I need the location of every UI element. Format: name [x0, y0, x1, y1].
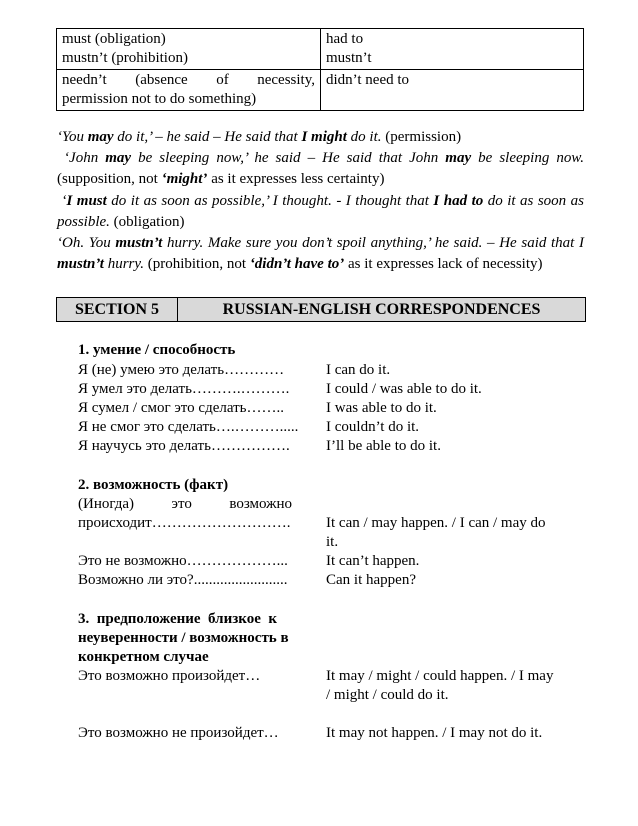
group2-heading: 2. возможность (факт) [78, 477, 229, 493]
group3-heading: 3. предположение близкое к [78, 611, 278, 627]
example-4: ‘Oh. You mustn’t hurry. Make sure you don’t spoil anything,’ he said. – He said that I mustn’t hurry. (prohibition, not ‘didn’t have to’ as it expresses lack of necessity) [57, 235, 584, 273]
table-row [57, 29, 584, 70]
table-cell [321, 70, 584, 111]
en-text: It may not happen. / I may not do it. [326, 725, 543, 741]
en-text: / might / could do it. [326, 687, 449, 703]
en-text: It can’t happen. [326, 553, 420, 569]
ru-text: Я научусь это делать……………. [78, 438, 290, 454]
ru-text: Это возможно произойдет… [78, 668, 261, 684]
table-row [57, 70, 584, 111]
en-text: I can do it. [326, 362, 391, 378]
section-title: RUSSIAN-ENGLISH CORRESPONDENCES [222, 301, 541, 318]
en-text: I couldn’t do it. [326, 419, 420, 435]
en-text: it. [326, 534, 339, 550]
cell-line: needn’t (absence of necessity, [62, 72, 315, 88]
ru-text: Возможно ли это?......................... [78, 572, 288, 588]
en-text: I was able to do it. [326, 400, 437, 416]
cell-line: must (obligation) [62, 31, 166, 47]
table-cell [57, 70, 321, 111]
en-text: It can / may happen. / I can / may do [326, 515, 546, 531]
ru-text: Я умел это делать……….………. [78, 381, 290, 397]
group1-heading: 1. умение / способность [78, 342, 236, 358]
ru-text: Это возможно не произойдет… [78, 725, 279, 741]
ru-text: Я (не) умею это делать………… [78, 362, 285, 378]
section-number: SECTION 5 [57, 298, 178, 321]
ru-text: Это не возможно………………... [78, 553, 288, 569]
table-cell [321, 29, 584, 70]
cell-line: didn’t need to [326, 72, 410, 88]
example-2: ‘John may be sleeping now,’ he said – He said that John may be sleeping now. (supposition, not ‘might’ as it expresses less certainty) [57, 150, 585, 188]
ru-text: (Иногда) это возможно [78, 496, 293, 512]
table-cell [57, 29, 321, 70]
section-header [56, 297, 586, 322]
en-text: I could / was able to do it. [326, 381, 482, 397]
ru-text: происходит………………………. [78, 515, 291, 531]
cell-line: had to [326, 31, 364, 47]
modals-table [56, 28, 584, 111]
cell-line: mustn’t [326, 50, 372, 66]
ru-text: Я сумел / смог это сделать…….. [78, 400, 285, 416]
group3-heading: конкретном случае [78, 649, 209, 665]
cell-line: permission not to do something) [62, 91, 257, 107]
example-1: ‘You may do it,’ – he said – He said that I might do it. (permission) [57, 129, 462, 145]
ru-text: Я не смог это сделать….………..... [78, 419, 299, 435]
group3-heading: неуверенности / возможность в [78, 630, 289, 646]
example-3: ‘I must do it as soon as possible,’ I thought. - I thought that I had to do it as soon as possible. (obligation) [57, 192, 584, 230]
en-text: It may / might / could happen. / I may [326, 668, 554, 684]
cell-line: mustn’t (prohibition) [62, 50, 188, 66]
examples-paragraph [57, 127, 584, 275]
en-text: Can it happen? [326, 572, 416, 588]
en-text: I’ll be able to do it. [326, 438, 441, 454]
